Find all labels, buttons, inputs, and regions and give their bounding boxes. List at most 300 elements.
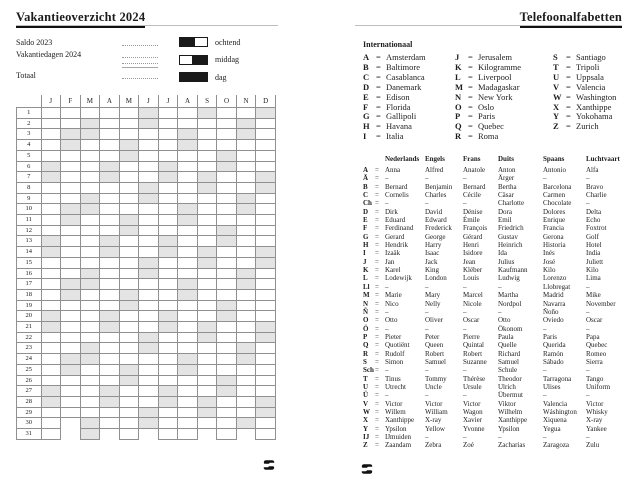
day-cell <box>217 407 237 418</box>
day-cell <box>41 322 61 333</box>
day-row <box>17 322 276 333</box>
day-cell <box>119 140 139 151</box>
row-letter: Z <box>363 441 368 450</box>
alphabet-word: Navarra <box>543 299 566 308</box>
day-row <box>17 215 276 226</box>
day-cell <box>139 161 159 172</box>
day-number: 10 <box>17 204 42 215</box>
alphabet-word: Juliett <box>586 257 604 266</box>
alphabet-word: Xavier <box>463 416 483 425</box>
day-cell <box>158 236 178 247</box>
day-cell <box>119 354 139 365</box>
day-cell <box>80 429 100 440</box>
day-cell <box>158 150 178 161</box>
grid-corner <box>17 95 42 108</box>
legend-label: ochtend <box>215 37 241 47</box>
day-cell <box>61 172 81 183</box>
day-cell <box>256 332 276 343</box>
alphabet-row <box>363 333 624 341</box>
alphabet-row <box>363 408 624 416</box>
day-cell <box>236 311 256 322</box>
alphabet-word: Whisky <box>586 407 608 416</box>
day-number: 31 <box>17 429 42 440</box>
alphabet-word: Richard <box>498 349 521 358</box>
day-cell <box>256 140 276 151</box>
alphabet-word: Ñoño <box>543 307 559 316</box>
day-cell <box>139 140 159 151</box>
entry-letter: W <box>553 91 562 102</box>
entry-word: Liverpool <box>478 71 512 82</box>
day-cell <box>158 407 178 418</box>
day-cell <box>139 354 159 365</box>
alphabet-word: X-ray <box>586 416 603 425</box>
day-cell <box>119 108 139 119</box>
alphabet-word: Dolores <box>543 207 566 216</box>
alphabet-word: Charlie <box>586 191 607 200</box>
day-cell <box>61 150 81 161</box>
alphabet-word: Golf <box>586 232 599 241</box>
alphabet-word: – <box>463 199 467 208</box>
entry-word: Tripoli <box>576 61 600 72</box>
row-letter: D <box>363 207 369 216</box>
equals-sign: = <box>566 71 571 82</box>
day-cell <box>178 300 198 311</box>
day-cell <box>217 225 237 236</box>
row-letter: Ch <box>363 199 372 208</box>
day-cell <box>197 140 217 151</box>
day-row <box>17 300 276 311</box>
alphabet-word: Yellow <box>425 424 445 433</box>
dag-swatch <box>179 72 208 82</box>
alphabet-word: Tango <box>586 374 604 383</box>
day-cell <box>158 129 178 140</box>
day-cell <box>139 332 159 343</box>
day-cell <box>139 407 159 418</box>
equals-sign: = <box>376 111 381 122</box>
day-cell <box>61 343 81 354</box>
day-cell <box>61 182 81 193</box>
day-cell <box>158 375 178 386</box>
equals-sign: = <box>376 52 381 62</box>
day-row <box>17 332 276 343</box>
day-cell <box>197 354 217 365</box>
equals-sign: = <box>375 282 379 291</box>
day-cell <box>80 311 100 322</box>
day-cell <box>41 375 61 386</box>
alphabet-word: Louis <box>463 274 479 283</box>
entry-word: Havana <box>386 121 412 132</box>
alphabet-row <box>363 208 624 216</box>
day-cell <box>256 289 276 300</box>
day-cell <box>197 396 217 407</box>
entry-letter: R <box>455 131 462 142</box>
entry-word: Amsterdam <box>386 52 426 62</box>
alphabet-word: – <box>425 174 429 183</box>
day-cell <box>256 118 276 129</box>
day-cell <box>236 418 256 429</box>
day-cell <box>80 364 100 375</box>
alphabet-row <box>363 325 624 333</box>
succes-logo-icon <box>360 462 374 476</box>
day-cell <box>119 129 139 140</box>
equals-sign: = <box>375 341 379 350</box>
day-cell <box>61 396 81 407</box>
day-cell <box>236 386 256 397</box>
column-header: Nederlands <box>385 155 420 163</box>
alphabet-word: Izaäk <box>385 249 401 258</box>
day-cell <box>178 343 198 354</box>
equals-sign: = <box>375 174 379 183</box>
equals-sign: = <box>376 61 381 72</box>
alphabet-word: Kilo <box>586 266 599 275</box>
equals-sign: = <box>468 101 473 112</box>
alphabet-word: Gerard <box>385 232 405 241</box>
day-row <box>17 193 276 204</box>
row-letter: Ö <box>363 324 369 333</box>
alphabet-word: November <box>586 299 616 308</box>
day-cell <box>80 343 100 354</box>
legend-item-dag <box>179 72 240 82</box>
alphabet-word: Echo <box>586 216 601 225</box>
day-cell <box>100 247 120 258</box>
alphabet-word: Bertha <box>498 182 517 191</box>
alphabet-word: – <box>463 324 467 333</box>
alphabet-word: Queen <box>425 341 444 350</box>
day-row <box>17 247 276 258</box>
day-cell <box>158 354 178 365</box>
day-cell <box>236 108 256 119</box>
equals-sign: = <box>375 232 379 241</box>
day-cell <box>139 193 159 204</box>
alphabet-word: Zaandam <box>385 441 412 450</box>
alphabet-row <box>363 199 624 207</box>
alphabet-word: Uncle <box>425 382 442 391</box>
day-cell <box>217 311 237 322</box>
day-cell <box>119 279 139 290</box>
alphabet-word: Pieter <box>385 332 402 341</box>
alphabet-word: Sierra <box>586 357 603 366</box>
alphabet-word: Ida <box>498 249 507 258</box>
sum-rule <box>122 67 158 68</box>
alphabet-word: Llobregat <box>543 282 571 291</box>
entry-letter: F <box>363 101 369 112</box>
day-cell <box>256 129 276 140</box>
alphabet-word: Oliver <box>425 316 443 325</box>
alphabet-word: – <box>385 366 389 375</box>
day-cell <box>217 108 237 119</box>
entry-word: Danemark <box>386 81 422 92</box>
alphabet-word: – <box>463 433 467 441</box>
day-cell <box>178 215 198 226</box>
alphabet-word: Hotel <box>586 241 602 250</box>
day-cell <box>178 182 198 193</box>
day-cell <box>119 247 139 258</box>
alphabet-word: Otto <box>385 316 398 325</box>
alphabet-word: Lodewijk <box>385 274 412 283</box>
day-number: 29 <box>17 407 42 418</box>
entry-letter: X <box>553 101 560 112</box>
day-cell <box>197 225 217 236</box>
alphabet-word: London <box>425 274 447 283</box>
international-entry <box>455 132 553 142</box>
day-cell <box>61 236 81 247</box>
alphabet-word: Anton <box>498 166 516 174</box>
day-cell <box>41 257 61 268</box>
day-cell <box>80 118 100 129</box>
day-cell <box>41 204 61 215</box>
day-cell <box>139 225 159 236</box>
alphabet-row <box>363 174 624 182</box>
day-cell <box>158 279 178 290</box>
alphabet-row <box>363 274 624 282</box>
day-cell <box>61 289 81 300</box>
empty-cell <box>61 418 81 429</box>
alphabet-word: Jean <box>463 257 476 266</box>
equals-sign: = <box>375 424 379 433</box>
equals-sign: = <box>375 249 379 258</box>
alphabet-word: Nelly <box>425 299 441 308</box>
row-letter: O <box>363 316 369 325</box>
alphabet-word: Dénise <box>463 207 483 216</box>
day-cell <box>41 140 61 151</box>
day-cell <box>158 108 178 119</box>
day-cell <box>158 268 178 279</box>
alphabet-word: Ökonom <box>498 324 523 333</box>
day-cell <box>119 322 139 333</box>
alphabet-word: Alfred <box>425 166 444 174</box>
alphabet-row <box>363 233 624 241</box>
alphabet-word: – <box>586 433 590 441</box>
entry-word: Zurich <box>576 121 599 132</box>
day-number: 17 <box>17 279 42 290</box>
entry-word: Paris <box>478 111 495 122</box>
row-letter: N <box>363 299 369 308</box>
equals-sign: = <box>375 307 379 316</box>
day-cell <box>217 279 237 290</box>
day-cell <box>236 172 256 183</box>
alphabet-word: Foxtrot <box>586 224 607 233</box>
day-number: 15 <box>17 257 42 268</box>
alphabet-row <box>363 316 624 324</box>
alphabet-row <box>363 358 624 366</box>
equals-sign: = <box>375 407 379 416</box>
day-cell <box>61 311 81 322</box>
alphabet-word: Historia <box>543 241 566 250</box>
day-cell <box>217 396 237 407</box>
alphabet-word: Zulu <box>586 441 600 450</box>
day-cell <box>197 150 217 161</box>
day-cell <box>197 236 217 247</box>
day-number: 13 <box>17 236 42 247</box>
day-cell <box>139 108 159 119</box>
row-letter: IJ <box>363 433 370 441</box>
day-cell <box>236 118 256 129</box>
header-spacer <box>363 155 375 166</box>
equals-sign: = <box>468 111 473 122</box>
alphabet-word: – <box>543 391 547 400</box>
day-cell <box>158 386 178 397</box>
day-cell <box>256 418 276 429</box>
day-cell <box>158 193 178 204</box>
alphabet-word: Peter <box>425 332 440 341</box>
alphabet-word: Nordpol <box>498 299 522 308</box>
day-cell <box>100 354 120 365</box>
day-cell <box>217 193 237 204</box>
equals-sign: = <box>375 416 379 425</box>
alphabet-row <box>363 441 624 449</box>
day-cell <box>256 364 276 375</box>
day-cell <box>80 193 100 204</box>
day-cell <box>80 322 100 333</box>
day-cell <box>217 247 237 258</box>
day-cell <box>100 322 120 333</box>
alphabet-word: Übermut <box>498 391 523 400</box>
day-cell <box>100 161 120 172</box>
alphabet-row <box>363 283 624 291</box>
day-number: 27 <box>17 386 42 397</box>
entry-word: Baltimore <box>386 61 420 72</box>
vacation-grid <box>16 95 276 440</box>
equals-sign: = <box>375 291 379 300</box>
day-cell <box>61 279 81 290</box>
day-cell <box>80 375 100 386</box>
alphabet-word: – <box>498 433 502 441</box>
day-number: 24 <box>17 354 42 365</box>
day-cell <box>217 140 237 151</box>
day-cell <box>119 396 139 407</box>
month-letter: M <box>80 95 100 108</box>
day-cell <box>217 386 237 397</box>
day-cell <box>178 322 198 333</box>
page-title-vakantieoverzicht: Vakantieoverzicht 2024 <box>16 10 145 28</box>
equals-sign: = <box>376 101 381 112</box>
equals-sign: = <box>376 121 381 132</box>
day-cell <box>217 429 237 440</box>
alphabet-row <box>363 308 624 316</box>
day-cell <box>119 332 139 343</box>
alphabet-word: Quotiënt <box>385 341 410 350</box>
month-letter: J <box>41 95 61 108</box>
day-cell <box>236 375 256 386</box>
row-letter: Y <box>363 424 369 433</box>
day-cell <box>100 257 120 268</box>
day-number: 2 <box>17 118 42 129</box>
alphabet-word: Francia <box>543 224 564 233</box>
day-cell <box>61 204 81 215</box>
day-cell <box>178 279 198 290</box>
entry-letter: C <box>363 71 370 82</box>
day-cell <box>158 429 178 440</box>
entry-letter: U <box>553 71 560 82</box>
day-cell <box>197 364 217 375</box>
alphabet-word: – <box>586 199 590 208</box>
alphabet-row <box>363 425 624 433</box>
day-cell <box>178 396 198 407</box>
day-cell <box>178 289 198 300</box>
equals-sign: = <box>375 216 379 225</box>
day-cell <box>197 279 217 290</box>
alphabet-word: King <box>425 266 439 275</box>
day-cell <box>119 407 139 418</box>
alphabet-word: Émile <box>463 216 480 225</box>
empty-cell <box>197 429 217 440</box>
alphabet-word: Xanthippe <box>498 416 528 425</box>
entry-letter: Q <box>455 121 462 132</box>
day-cell <box>178 150 198 161</box>
day-cell <box>236 215 256 226</box>
equals-sign: = <box>375 191 379 200</box>
month-letter: S <box>197 95 217 108</box>
header-spacer <box>375 155 385 166</box>
equals-sign: = <box>376 71 381 82</box>
alphabet-word: Jack <box>425 257 438 266</box>
day-cell <box>41 236 61 247</box>
day-cell <box>41 289 61 300</box>
alphabet-word: Schule <box>498 366 518 375</box>
equals-sign: = <box>566 101 571 112</box>
alphabet-word: Sábado <box>543 357 564 366</box>
day-cell <box>119 204 139 215</box>
day-cell <box>119 215 139 226</box>
day-cell <box>41 247 61 258</box>
month-letter: J <box>158 95 178 108</box>
equals-sign: = <box>375 349 379 358</box>
day-cell <box>100 225 120 236</box>
alphabet-table <box>363 155 624 450</box>
day-cell <box>256 225 276 236</box>
day-cell <box>217 300 237 311</box>
day-cell <box>100 311 120 322</box>
day-cell <box>178 418 198 429</box>
alphabet-word: Isidore <box>463 249 483 258</box>
day-cell <box>256 429 276 440</box>
alphabet-word: Alfa <box>586 166 599 174</box>
day-cell <box>217 354 237 365</box>
alphabet-word: – <box>425 307 429 316</box>
day-cell <box>158 215 178 226</box>
equals-sign: = <box>375 241 379 250</box>
day-number: 30 <box>17 418 42 429</box>
entry-letter: O <box>455 101 462 112</box>
alphabet-word: – <box>463 282 467 291</box>
day-cell <box>41 161 61 172</box>
row-letter: Ll <box>363 282 370 291</box>
day-cell <box>256 108 276 119</box>
entry-letter: P <box>455 111 461 122</box>
day-row <box>17 311 276 322</box>
day-cell <box>256 279 276 290</box>
row-letter: C <box>363 191 369 200</box>
day-cell <box>80 182 100 193</box>
totaal-fill-in-line <box>122 78 158 79</box>
day-cell <box>236 343 256 354</box>
row-letter: U <box>363 382 369 391</box>
day-cell <box>41 311 61 322</box>
alphabet-word: Gérard <box>463 232 483 241</box>
day-cell <box>41 129 61 140</box>
day-cell <box>80 215 100 226</box>
day-cell <box>197 407 217 418</box>
day-cell <box>80 247 100 258</box>
day-cell <box>61 332 81 343</box>
day-cell <box>256 161 276 172</box>
equals-sign: = <box>376 131 381 142</box>
alphabet-word: Ursule <box>463 382 482 391</box>
day-cell <box>197 215 217 226</box>
day-cell <box>178 204 198 215</box>
day-number: 11 <box>17 215 42 226</box>
day-cell <box>100 289 120 300</box>
